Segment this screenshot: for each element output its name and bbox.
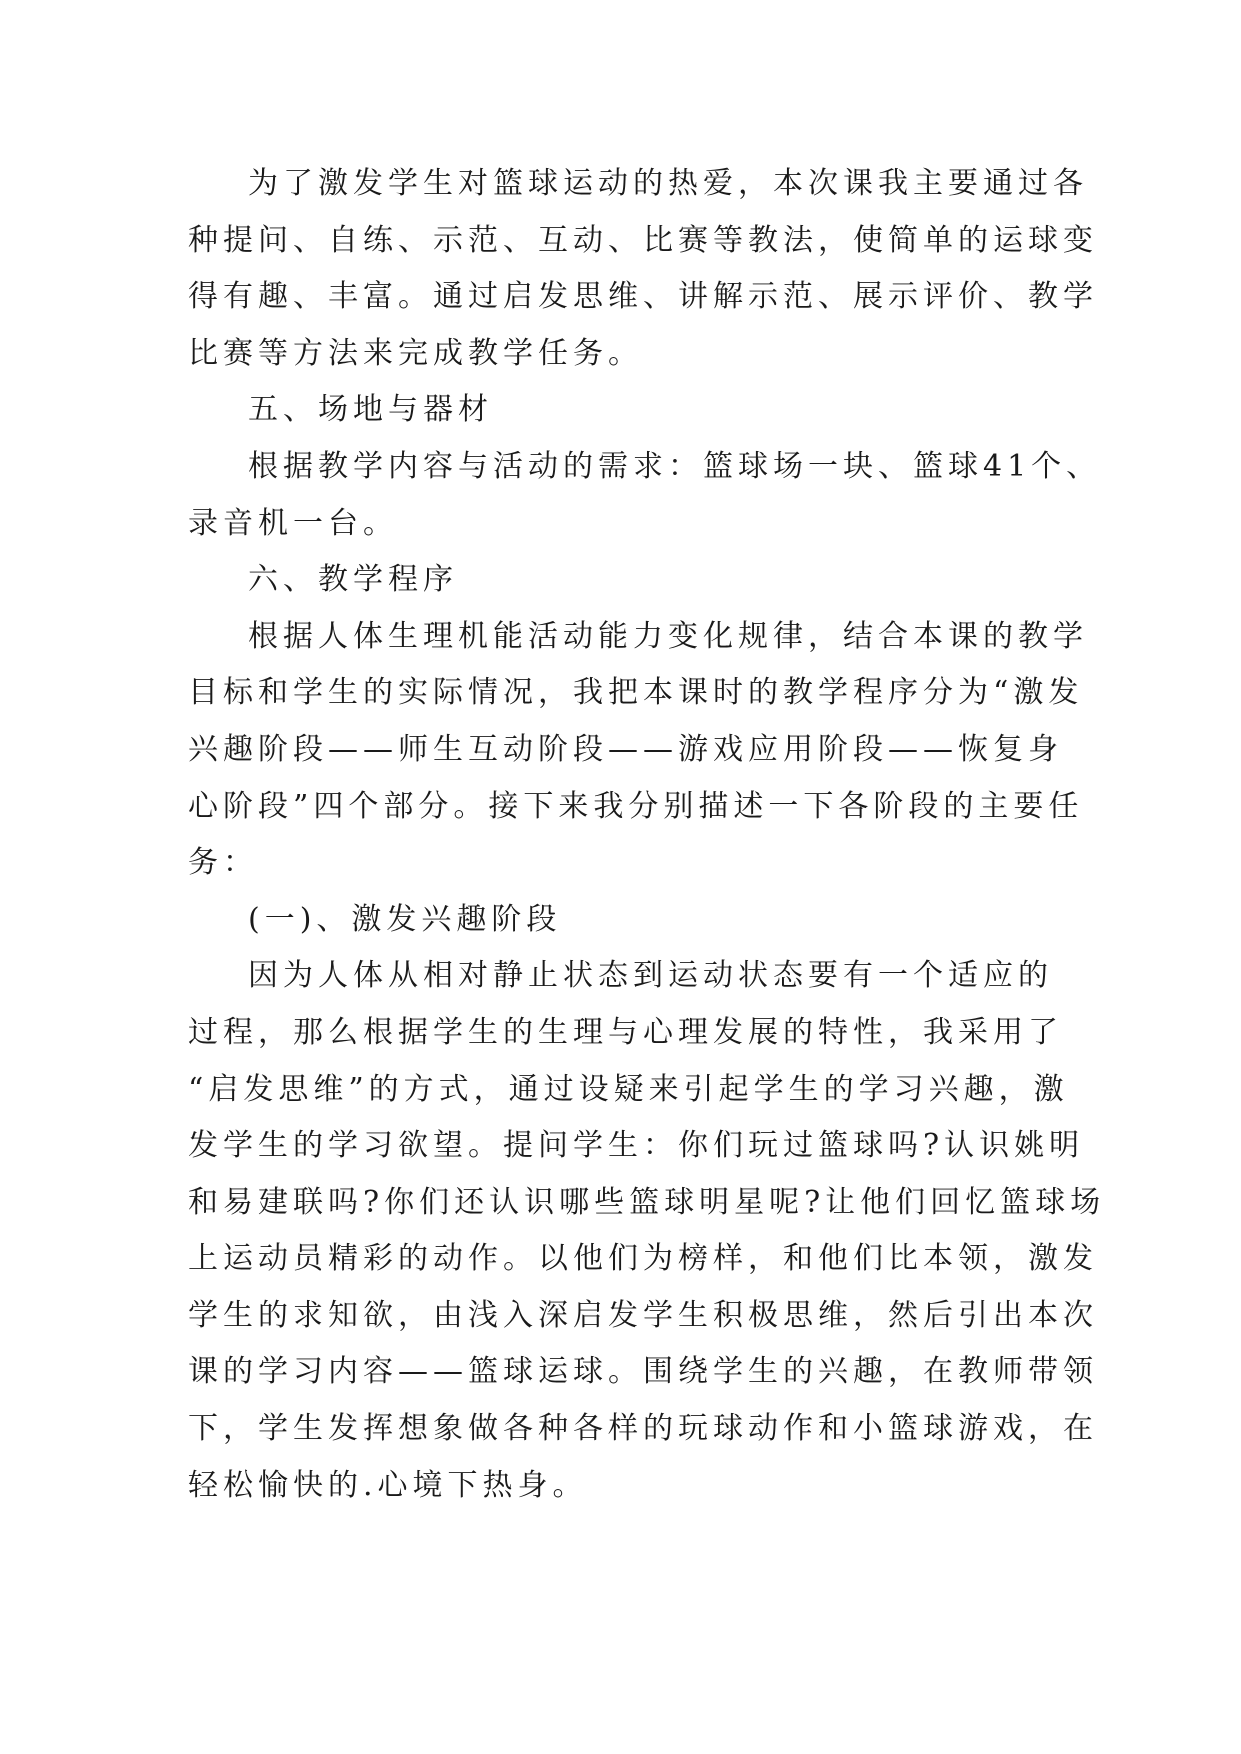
paragraph-teaching-methods [188,156,1098,382]
text-line: 轻松愉快的.心境下热身。 [188,1467,588,1503]
text-line: 录音机一台。 [188,505,398,541]
text-line: 过程，那么根据学生的生理与心理发展的特性，我采用了 [188,1014,1063,1050]
text-line: 兴趣阶段——师生互动阶段——游戏应用阶段——恢复身 [188,731,1063,767]
text-line: 得有趣、丰富。通过启发思维、讲解示范、展示评价、教学 [188,279,1098,315]
text-line: “启发思维”的方式，通过设疑来引起学生的学习兴趣，激 [188,1071,1069,1107]
text-line: 目标和学生的实际情况，我把本课时的教学程序分为“激发 [188,675,1084,711]
document-body [188,156,1106,1514]
text-line: 心阶段”四个部分。接下来我分别描述一下各阶段的主要任 [188,788,1084,824]
text-line: 下，学生发挥想象做各种各样的玩球动作和小篮球游戏，在 [188,1411,1098,1447]
text-line: 课的学习内容——篮球运球。围绕学生的兴趣，在教师带领 [188,1354,1098,1390]
paragraph-venue-equipment [188,439,1102,552]
text-line: 为了激发学生对篮球运动的热爱，本次课我主要通过各 [248,166,1088,201]
text-line: 和易建联吗?你们还认识哪些篮球明星呢?让他们回忆篮球场 [188,1184,1106,1220]
paragraph-interest-stage [188,948,1106,1514]
paragraph-teaching-procedure [188,609,1088,892]
text-line: 根据教学内容与活动的需求：篮球场一块、篮球41个、 [248,448,1102,484]
text-line: 种提问、自练、示范、互动、比赛等教法，使简单的运球变 [188,222,1098,258]
text-line: 比赛等方法来完成教学任务。 [188,335,643,371]
section-heading-venue-equipment: 五、场地与器材 [248,392,493,428]
text-line: 因为人体从相对静止状态到运动状态要有一个适应的 [248,958,1053,994]
text-line: 务： [188,845,258,881]
text-line: 根据人体生理机能活动能力变化规律，结合本课的教学 [248,618,1088,654]
section-heading-teaching-procedure: 六、教学程序 [248,562,458,598]
subsection-heading-interest-stage: (一)、激发兴趣阶段 [248,901,562,937]
text-line: 学生的求知欲，由浅入深启发学生积极思维，然后引出本次 [188,1297,1098,1333]
text-line: 发学生的学习欲望。提问学生：你们玩过篮球吗?认识姚明 [188,1128,1085,1164]
text-line: 上运动员精彩的动作。以他们为榜样，和他们比本领，激发 [188,1241,1098,1277]
